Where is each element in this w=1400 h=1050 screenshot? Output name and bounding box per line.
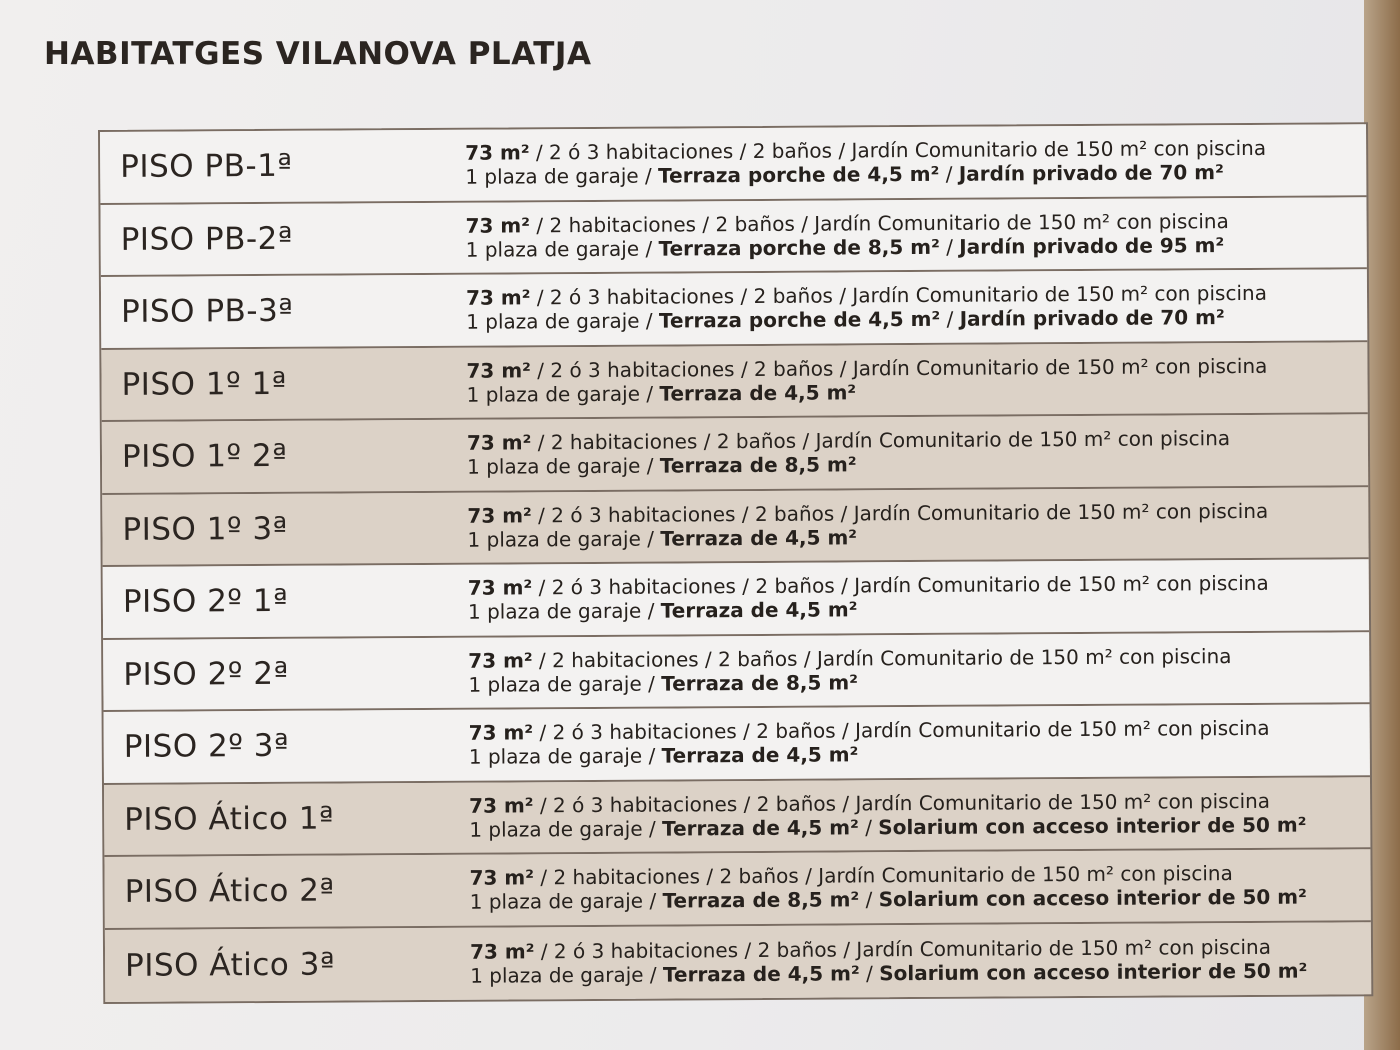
detail-highlight: Terraza de 4,5 m² xyxy=(659,380,857,406)
detail-text: 1 plaza de garaje / xyxy=(466,381,660,407)
unit-details xyxy=(465,136,1266,189)
detail-text: / 2 ó 3 habitaciones / 2 baños / Jardín Comunitario de 150 m² con piscina xyxy=(531,498,1269,528)
table-row xyxy=(103,632,1369,712)
unit-name: PISO 1º 3ª xyxy=(122,510,288,548)
unit-name: PISO 2º 1ª xyxy=(122,583,289,621)
unit-details xyxy=(470,934,1307,987)
table-row xyxy=(105,922,1371,1002)
detail-highlight: 73 m² xyxy=(466,430,532,456)
unit-name: PISO PB-2ª xyxy=(120,220,294,258)
detail-line xyxy=(468,595,1269,624)
detail-text: / 2 habitaciones / 2 baños / Jardín Comunitario de 150 m² con piscina xyxy=(531,426,1231,455)
detail-highlight: Terraza de 4,5 m² xyxy=(660,525,858,551)
table-row xyxy=(104,704,1370,784)
unit-details xyxy=(467,499,1268,552)
detail-highlight: Solarium con acceso interior de 50 m² xyxy=(878,884,1307,912)
table-row xyxy=(100,197,1366,277)
detail-highlight: Terraza de 4,5 m² xyxy=(662,815,859,841)
detail-highlight: Terraza de 8,5 m² xyxy=(659,452,857,478)
detail-text: / 2 ó 3 habitaciones / 2 baños / Jardín Comunitario de 150 m² con piscina xyxy=(533,788,1271,818)
unit-details xyxy=(469,788,1306,841)
detail-text: 1 plaza de garaje / xyxy=(469,888,663,914)
detail-text: / 2 habitaciones / 2 baños / Jardín Comunitario de 150 m² con piscina xyxy=(529,208,1229,238)
detail-highlight: 73 m² xyxy=(468,720,534,745)
detail-line xyxy=(467,450,1230,479)
detail-text: / 2 habitaciones / 2 baños / Jardín Comunitario de 150 m² con piscina xyxy=(532,643,1232,673)
table-row xyxy=(100,124,1366,204)
table-row xyxy=(104,849,1370,929)
detail-text: / 2 ó 3 habitaciones / 2 baños / Jardín Comunitario de 150 m² con piscina xyxy=(533,716,1270,745)
detail-highlight: 73 m² xyxy=(467,503,532,528)
detail-line xyxy=(470,958,1307,987)
detail-text: 1 plaza de garaje / xyxy=(465,236,659,262)
unit-details xyxy=(467,426,1231,479)
detail-text: / 2 ó 3 habitaciones / 2 baños / Jardín Comunitario de 150 m² con piscina xyxy=(534,934,1271,964)
detail-text: / xyxy=(859,960,880,986)
detail-line xyxy=(469,812,1306,841)
detail-line xyxy=(467,426,1230,455)
detail-highlight: Terraza de 8,5 m² xyxy=(661,670,858,696)
unit-name: PISO PB-1ª xyxy=(120,148,293,186)
table-row xyxy=(102,487,1368,567)
detail-text: / 2 ó 3 habitaciones / 2 baños / Jardín Comunitario de 150 m² con piscina xyxy=(530,281,1267,310)
detail-line xyxy=(466,233,1229,262)
detail-line xyxy=(465,160,1266,189)
table-row xyxy=(101,342,1367,422)
detail-highlight: 73 m² xyxy=(466,358,531,383)
detail-text: / 2 ó 3 habitaciones / 2 baños / Jardín Comunitario de 150 m² con piscina xyxy=(532,571,1269,600)
detail-line xyxy=(468,644,1231,673)
detail-text: / xyxy=(940,306,960,332)
detail-highlight: Solarium con acceso interior de 50 m² xyxy=(878,812,1307,839)
detail-highlight: 73 m² xyxy=(469,939,535,964)
detail-text: / xyxy=(859,887,879,912)
page-title: HABITATGES VILANOVA PLATJA xyxy=(44,36,592,72)
detail-text: 1 plaza de garaje / xyxy=(468,671,662,697)
detail-line xyxy=(469,740,1270,769)
detail-line xyxy=(466,305,1267,334)
unit-details xyxy=(468,571,1269,624)
detail-highlight: 73 m² xyxy=(465,213,531,238)
detail-highlight: 73 m² xyxy=(467,575,533,600)
detail-text: 1 plaza de garaje / xyxy=(465,163,659,190)
detail-text: 1 plaza de garaje / xyxy=(466,308,660,335)
detail-highlight: 73 m² xyxy=(465,140,530,166)
apartment-listing-table xyxy=(98,122,1373,1004)
detail-highlight: 73 m² xyxy=(465,285,531,311)
table-row xyxy=(102,414,1368,494)
unit-details xyxy=(466,281,1267,334)
unit-name: PISO Ático 1ª xyxy=(124,800,335,838)
detail-text: / xyxy=(939,234,960,259)
detail-highlight: Terraza de 8,5 m² xyxy=(662,887,860,913)
unit-name: PISO 2º 2ª xyxy=(123,655,289,693)
detail-line xyxy=(467,499,1268,528)
detail-line xyxy=(470,885,1307,914)
detail-text: 1 plaza de garaje / xyxy=(466,453,660,480)
detail-text: / xyxy=(939,161,959,187)
detail-text: 1 plaza de garaje / xyxy=(468,743,662,769)
detail-line xyxy=(469,716,1270,745)
unit-name: PISO Ático 2ª xyxy=(124,872,335,911)
detail-line xyxy=(468,571,1269,600)
detail-highlight: 73 m² xyxy=(468,648,533,673)
detail-text: 1 plaza de garaje / xyxy=(467,526,661,552)
detail-line xyxy=(468,668,1231,697)
detail-highlight: Terraza de 4,5 m² xyxy=(662,961,860,987)
detail-line xyxy=(466,354,1267,383)
detail-highlight: Jardín privado de 70 m² xyxy=(958,160,1224,186)
unit-name: PISO PB-3ª xyxy=(121,293,294,331)
unit-details xyxy=(469,716,1270,769)
unit-details xyxy=(468,644,1232,697)
table-row xyxy=(104,777,1370,857)
detail-text: / 2 habitaciones / 2 baños / Jardín Comunitario de 150 m² con piscina xyxy=(533,861,1233,890)
detail-text: / xyxy=(858,814,879,840)
detail-highlight: Terraza porche de 4,5 m² xyxy=(658,162,940,188)
detail-line xyxy=(467,378,1268,407)
unit-details xyxy=(466,354,1267,407)
unit-name: PISO Ático 3ª xyxy=(124,946,336,984)
detail-highlight: 73 m² xyxy=(469,865,535,890)
detail-highlight: 73 m² xyxy=(469,793,534,818)
detail-text: 1 plaza de garaje / xyxy=(470,962,664,988)
unit-name: PISO 1º 2ª xyxy=(121,438,288,476)
detail-highlight: Jardín privado de 70 m² xyxy=(959,305,1225,331)
table-row xyxy=(101,269,1367,349)
detail-text: / 2 ó 3 habitaciones / 2 baños / Jardín Comunitario de 150 m² con piscina xyxy=(529,136,1267,165)
detail-text: / 2 ó 3 habitaciones / 2 baños / Jardín Comunitario de 150 m² con piscina xyxy=(530,353,1268,383)
detail-highlight: Terraza porche de 4,5 m² xyxy=(658,307,941,333)
detail-text: 1 plaza de garaje / xyxy=(467,598,661,624)
detail-highlight: Terraza de 4,5 m² xyxy=(661,742,859,768)
detail-line xyxy=(467,523,1268,552)
unit-name: PISO 2º 3ª xyxy=(123,728,290,766)
unit-details xyxy=(470,861,1307,914)
detail-highlight: Solarium con acceso interior de 50 m² xyxy=(879,958,1308,985)
detail-highlight: Jardín privado de 95 m² xyxy=(959,232,1225,259)
unit-name: PISO 1º 1ª xyxy=(121,365,287,403)
unit-details xyxy=(466,209,1230,262)
detail-highlight: Terraza porche de 8,5 m² xyxy=(658,234,940,261)
detail-highlight: Terraza de 4,5 m² xyxy=(660,597,858,623)
detail-text: 1 plaza de garaje / xyxy=(469,816,663,842)
table-row xyxy=(103,559,1369,639)
